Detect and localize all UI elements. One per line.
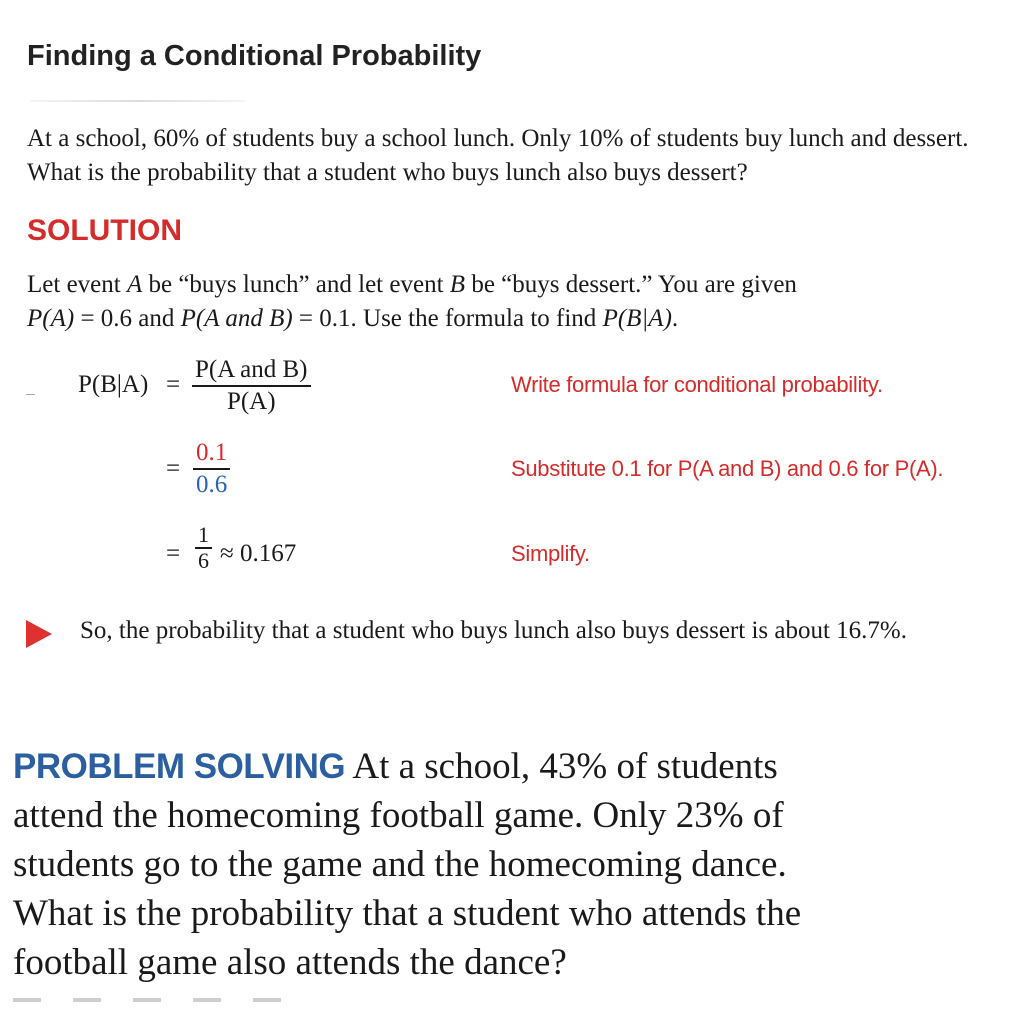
margin-dash	[26, 394, 35, 395]
setup-text: = 0.1. Use the formula to find	[292, 305, 603, 332]
step1-denominator: P(A)	[226, 387, 276, 415]
problem-solving-exercise	[13, 742, 853, 987]
target-expression: P(B|A)	[602, 305, 672, 332]
step2-note: Substitute 0.1 for P(A and B) and 0.6 for P(A).	[511, 456, 944, 481]
title-underline	[30, 100, 245, 102]
step1-note: Write formula for conditional probability.	[511, 372, 883, 397]
step1-equals: =	[166, 371, 181, 398]
step1-fraction	[192, 355, 311, 417]
step2-fraction	[193, 438, 230, 500]
conclusion-arrow-icon	[26, 620, 52, 648]
solution-heading: SOLUTION	[27, 214, 182, 247]
setup-text: .	[671, 305, 679, 332]
setup-text: = 0.6 and	[74, 305, 181, 332]
given-pa: P(A)	[27, 305, 75, 332]
event-b: B	[449, 271, 466, 298]
setup-text: Let event	[27, 271, 127, 298]
step2-numerator: 0.1	[196, 439, 228, 466]
cropped-text-edge	[13, 998, 313, 1002]
step1-lhs: P(B|A)	[78, 371, 149, 398]
step2-denominator: 0.6	[196, 470, 228, 498]
given-pab: P(A and B)	[180, 305, 293, 332]
step3-fraction	[195, 523, 212, 573]
step3-approx: ≈ 0.167	[220, 540, 297, 567]
step2-equals: =	[166, 455, 181, 482]
step1-numerator: P(A and B)	[195, 356, 308, 383]
step3-note: Simplify.	[511, 541, 590, 566]
setup-text: be “buys lunch” and let event	[142, 271, 450, 298]
problem-solving-text: At a school, 43% of students attend the homecoming football game. Only 23% of students go to the game and the homecoming dance. What is the probability that a student who attends the football game also attends the dance?	[13, 746, 802, 983]
problem-solving-label: PROBLEM SOLVING	[13, 747, 346, 786]
step3-equals: =	[166, 540, 181, 567]
event-a: A	[126, 271, 143, 298]
conclusion-text: So, the probability that a student who buys lunch also buys dessert is about 16.7%.	[80, 617, 907, 644]
solution-setup	[27, 268, 1007, 336]
step3-numerator: 1	[198, 522, 209, 547]
example-problem: At a school, 60% of students buy a school lunch. Only 10% of students buy lunch and dessert. What is the probability that a student who buys lunch also buys dessert?	[27, 125, 969, 186]
step3-denominator: 6	[198, 547, 209, 573]
example-title: Finding a Conditional Probability	[27, 40, 482, 72]
setup-text: be “buys dessert.” You are given	[465, 271, 797, 298]
